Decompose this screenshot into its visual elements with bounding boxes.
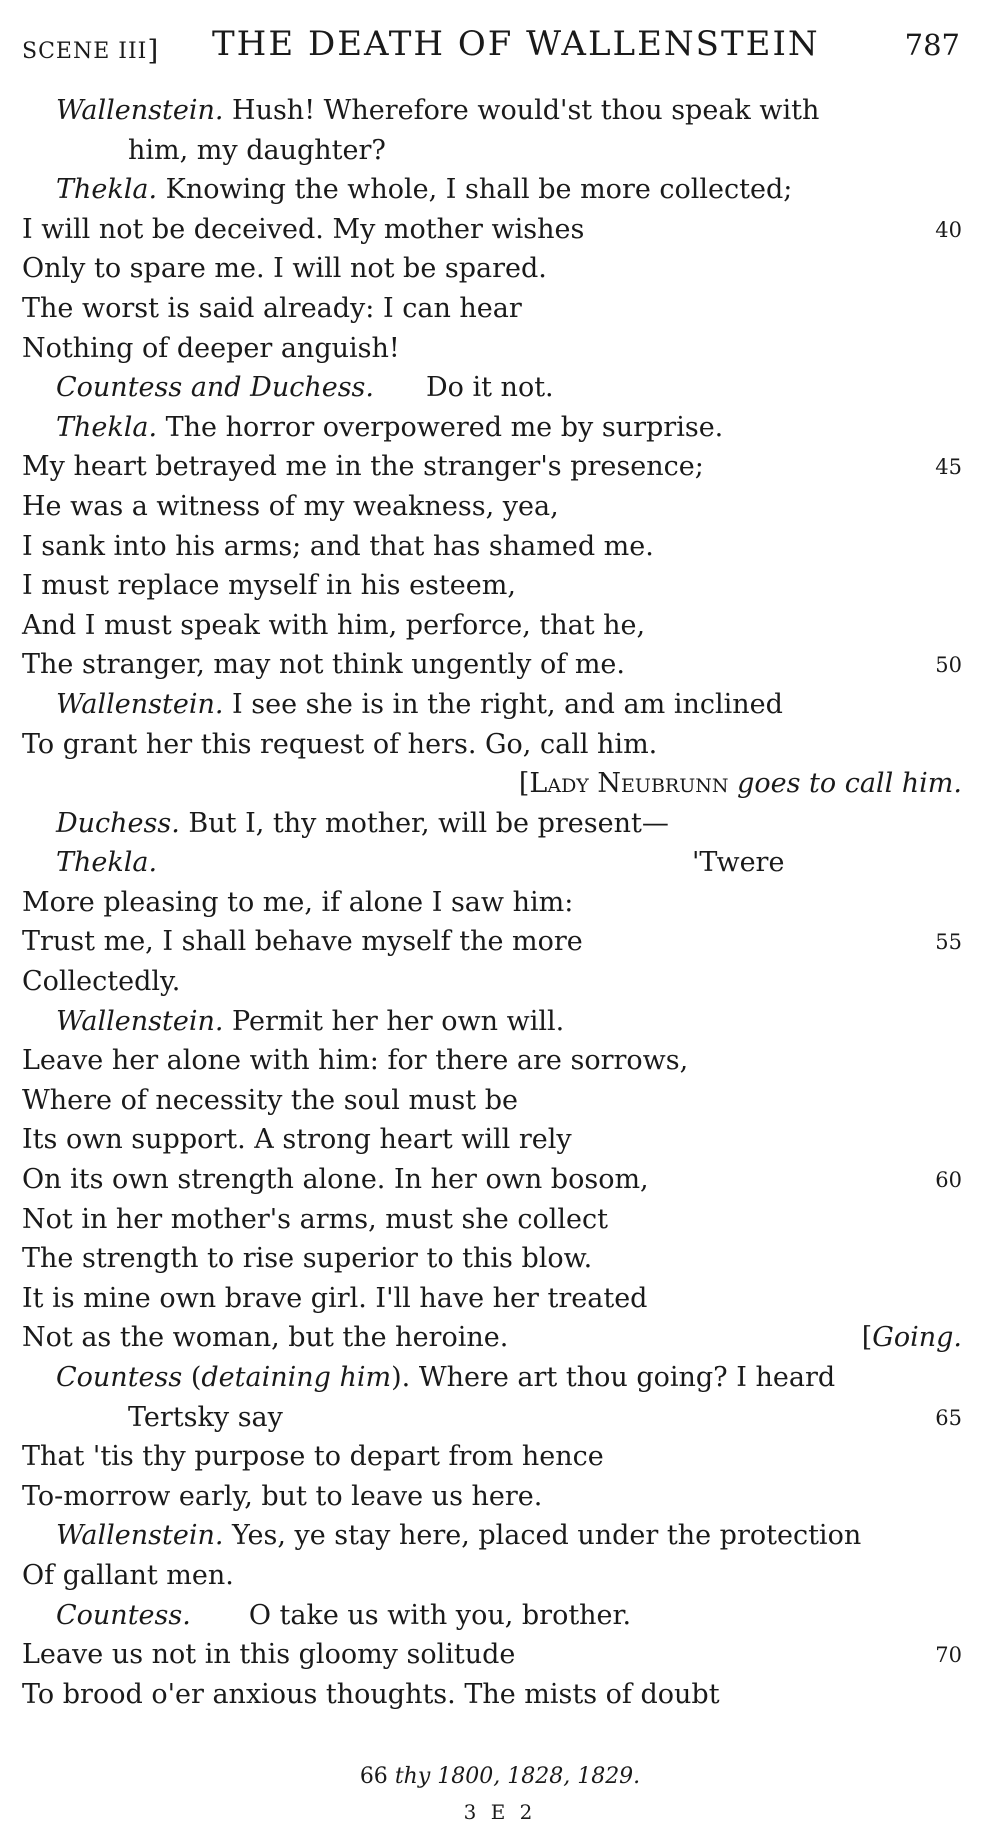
line-number: 55 — [935, 930, 962, 955]
verse-line: Nothing of deeper anguish! — [22, 332, 400, 364]
verse-line: Wallenstein. Permit her her own will. — [56, 1005, 565, 1037]
stage-direction: [Going. — [861, 1322, 962, 1354]
verse-line: My heart betrayed me in the stranger's presence; 45 — [22, 447, 962, 487]
verse-line: The strength to rise superior to this blow. — [22, 1243, 593, 1275]
verse-line: It is mine own brave girl. I'll have her treated — [22, 1282, 648, 1314]
verse-line: Leave her alone with him: for there are sorrows, — [22, 1045, 689, 1077]
verse-line: Its own support. A strong heart will rely — [22, 1124, 572, 1156]
speaker-name: Wallenstein. — [56, 1520, 224, 1552]
verse-line: The stranger, may not think ungently of me. 50 — [22, 645, 962, 685]
signature-mark: 3 E 2 — [463, 1800, 537, 1824]
line-number: 40 — [935, 217, 962, 242]
verse-line: To-morrow early, but to leave us here. — [22, 1480, 543, 1512]
aside: detaining him — [201, 1362, 392, 1393]
speaker-name: Countess. — [56, 1599, 191, 1631]
verse-line: Tertsky say 65 — [22, 1398, 962, 1438]
line-number: 50 — [935, 653, 962, 678]
verse-line: Not as the woman, but the heroine. [Going. — [22, 1318, 962, 1358]
verse-line: On its own strength alone. In her own bosom, 60 — [22, 1160, 962, 1200]
verse-line: To grant her this request of hers. Go, call him. — [22, 728, 658, 760]
verse-line: Countess. O take us with you, brother. — [56, 1599, 632, 1631]
verse-line: him, my daughter? — [128, 134, 386, 166]
verse-line: Countess (detaining him). Where art thou going? I heard — [56, 1362, 836, 1393]
speaker-name: Countess — [56, 1362, 183, 1393]
character-name: Lady Neubrunn — [529, 768, 729, 800]
verse-line: Collectedly. — [22, 966, 181, 998]
verse-line: Of gallant men. — [22, 1559, 234, 1591]
verse-line: Only to spare me. I will not be spared. — [22, 253, 547, 285]
running-title: THE DEATH OF WALLENSTEIN — [212, 24, 820, 64]
verse-line: Trust me, I shall behave myself the more 55 — [22, 922, 962, 962]
verse-line: Thekla. The horror overpowered me by surprise. — [56, 411, 724, 443]
running-header — [22, 18, 982, 68]
verse-line: More pleasing to me, if alone I saw him: — [22, 886, 574, 918]
verse-line: Countess and Duchess. Do it not. — [56, 372, 554, 404]
verse-line: He was a witness of my weakness, yea, — [22, 490, 559, 522]
verse-line: And I must speak with him, perforce, that he, — [22, 609, 646, 641]
verse-line: That 'tis thy purpose to depart from hence — [22, 1441, 604, 1473]
line-number: 70 — [935, 1643, 962, 1668]
verse-line: Where of necessity the soul must be — [22, 1084, 518, 1116]
stage-direction: [Lady Neubrunn goes to call him. — [518, 768, 962, 800]
verse-line: Leave us not in this gloomy solitude 70 — [22, 1635, 962, 1675]
page-number: 787 — [904, 28, 960, 62]
line-number: 60 — [935, 1168, 962, 1193]
line-number: 65 — [935, 1405, 962, 1430]
speaker-name: Duchess. — [56, 807, 180, 839]
speaker-name: Thekla. — [56, 174, 158, 206]
speaker-name: Countess and Duchess. — [56, 372, 374, 404]
speaker-name: Wallenstein. — [56, 95, 224, 126]
verse-line: Wallenstein. Yes, ye stay here, placed under the protection — [56, 1520, 862, 1552]
verse-line: To brood o'er anxious thoughts. The mists of doubt — [22, 1678, 720, 1710]
verse-line: I sank into his arms; and that has shamed me. — [22, 530, 654, 562]
verse-line: The worst is said already: I can hear — [22, 292, 522, 324]
verse-block — [22, 91, 962, 1714]
line-number: 45 — [935, 455, 962, 480]
verse-line: Duchess. But I, thy mother, will be present— — [56, 807, 669, 839]
verse-line: Wallenstein. Hush! Wherefore would'st thou speak with — [56, 95, 820, 126]
verse-line: I must replace myself in his esteem, — [22, 570, 516, 602]
speaker-name: Wallenstein. — [56, 1005, 224, 1037]
speaker-name: Thekla. — [56, 847, 158, 879]
verse-line: Thekla. 'Twere — [56, 847, 785, 879]
speaker-name: Wallenstein. — [56, 688, 224, 720]
scene-label: SCENE III] — [22, 34, 160, 67]
speaker-name: Thekla. — [56, 411, 158, 443]
verse-line: Not in her mother's arms, must she collect — [22, 1203, 608, 1235]
verse-line: Wallenstein. I see she is in the right, and am inclined — [56, 688, 783, 720]
footnote: 66 thy 1800, 1828, 1829. — [359, 1764, 641, 1789]
verse-line: Thekla. Knowing the whole, I shall be more collected; — [56, 174, 793, 206]
verse-line: I will not be deceived. My mother wishes 40 — [22, 210, 962, 250]
